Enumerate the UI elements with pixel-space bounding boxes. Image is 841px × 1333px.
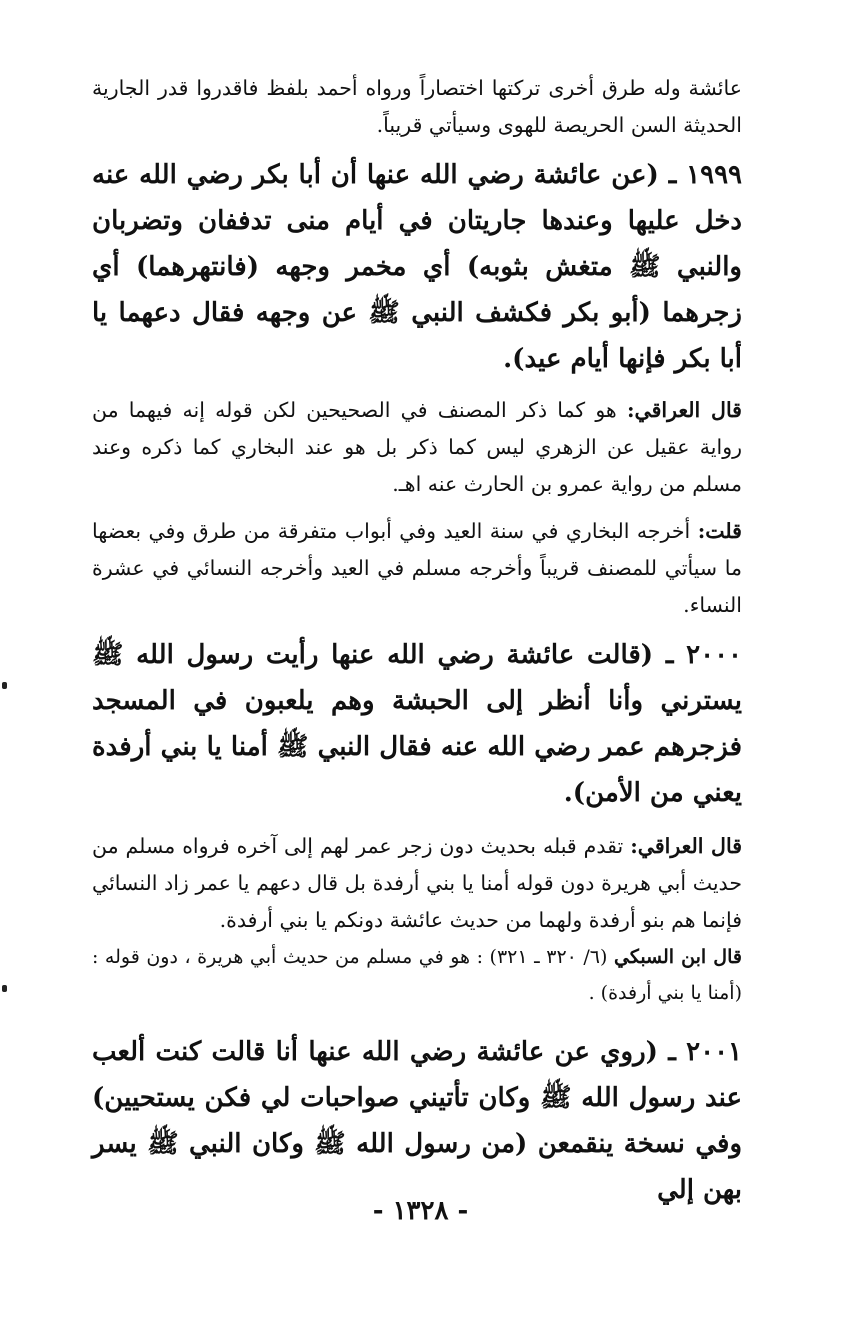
commentary-text: هو كما ذكر المصنف في الصحيحين لكن قوله إنه فيهما من رواية عقيل عن الزهري ليس كما ذكر بل هو عند البخاري كما ذكره وعند مسلم من رواية عمرو بن الحارث عنه اهـ.: [92, 398, 742, 496]
hadith-number: ٢٠٠٠ ـ: [665, 640, 742, 670]
commentary-text: أخرجه البخاري في سنة العيد وفي أبواب متفرقة من طرق وفي بعضها ما سيأتي للمصنف قريباً وأخرجه مسلم في العيد وأخرجه النسائي في عشرة النساء.: [92, 519, 742, 617]
hadith-1999: [92, 152, 742, 382]
commentary-text: (٦/ ٣٢٠ ـ ٣٢١) : هو في مسلم من حديث أبي هريرة ، دون قوله : (أمنا يا بني أرفدة) .: [92, 946, 742, 1004]
hadith-2000: [92, 632, 742, 816]
commentary-label: قلت:: [697, 519, 742, 543]
commentary-iraqi-2: [92, 828, 742, 939]
hadith-2001: [92, 1029, 742, 1213]
hadith-number: ٢٠٠١ ـ: [668, 1037, 742, 1067]
commentary-text: تقدم قبله بحديث دون زجر عمر لهم إلى آخره فرواه مسلم من حديث أبي هريرة دون قوله أمنا يا بني أرفدة بل قال دعهم يا عمر زاد النسائي فإنما هم بنو أرفدة ولهما من حديث عائشة دونكم يا بني أرفدة.: [92, 834, 742, 932]
commentary-iraqi-1: [92, 392, 742, 503]
page-number: - ١٣٢٨ -: [372, 1196, 469, 1226]
intro-text: عائشة وله طرق أخرى تركتها اختصاراً ورواه أحمد بلفظ فاقدروا قدر الجارية الحديثة السن الحريصة للهوى وسيأتي قريباً.: [92, 76, 742, 137]
commentary-label: قال العراقي:: [630, 834, 742, 858]
scan-speck: [2, 985, 7, 992]
hadith-text: (عن عائشة رضي الله عنها أن أبا بكر رضي الله عنه دخل عليها وعندها جاريتان في أيام منى تدففان وتضربان والنبي ﷺ متغش بثوبه) أي مخمر وجهه (فانتهرهما) أي زجرهما (أبو بكر فكشف النبي ﷺ عن وجهه فقال دعهما يا أبا بكر فإنها أيام عيد).: [92, 160, 742, 374]
commentary-subki: [92, 939, 742, 1011]
commentary-qultu: [92, 513, 742, 624]
hadith-text: (قالت عائشة رضي الله عنها رأيت رسول الله ﷺ يسترني وأنا أنظر إلى الحبشة وهم يلعبون في المسجد فزجرهم عمر رضي الله عنه فقال النبي ﷺ أمنا يا بني أرفدة يعني من الأمن).: [92, 640, 743, 808]
commentary-label: قال العراقي:: [626, 398, 742, 422]
commentary-label: قال ابن السبكي: [613, 946, 742, 968]
intro-paragraph: [92, 70, 742, 144]
scan-speck: [2, 682, 7, 689]
hadith-number: ١٩٩٩ ـ: [668, 160, 742, 190]
hadith-text: (روي عن عائشة رضي الله عنها أنا قالت كنت ألعب عند رسول الله ﷺ وكان تأتيني صواحبات لي فكن يستحيين) وفي نسخة ينقمعن (من رسول الله ﷺ وكان النبي ﷺ يسر بهن إلي: [92, 1037, 742, 1205]
page-body: [92, 70, 742, 1213]
